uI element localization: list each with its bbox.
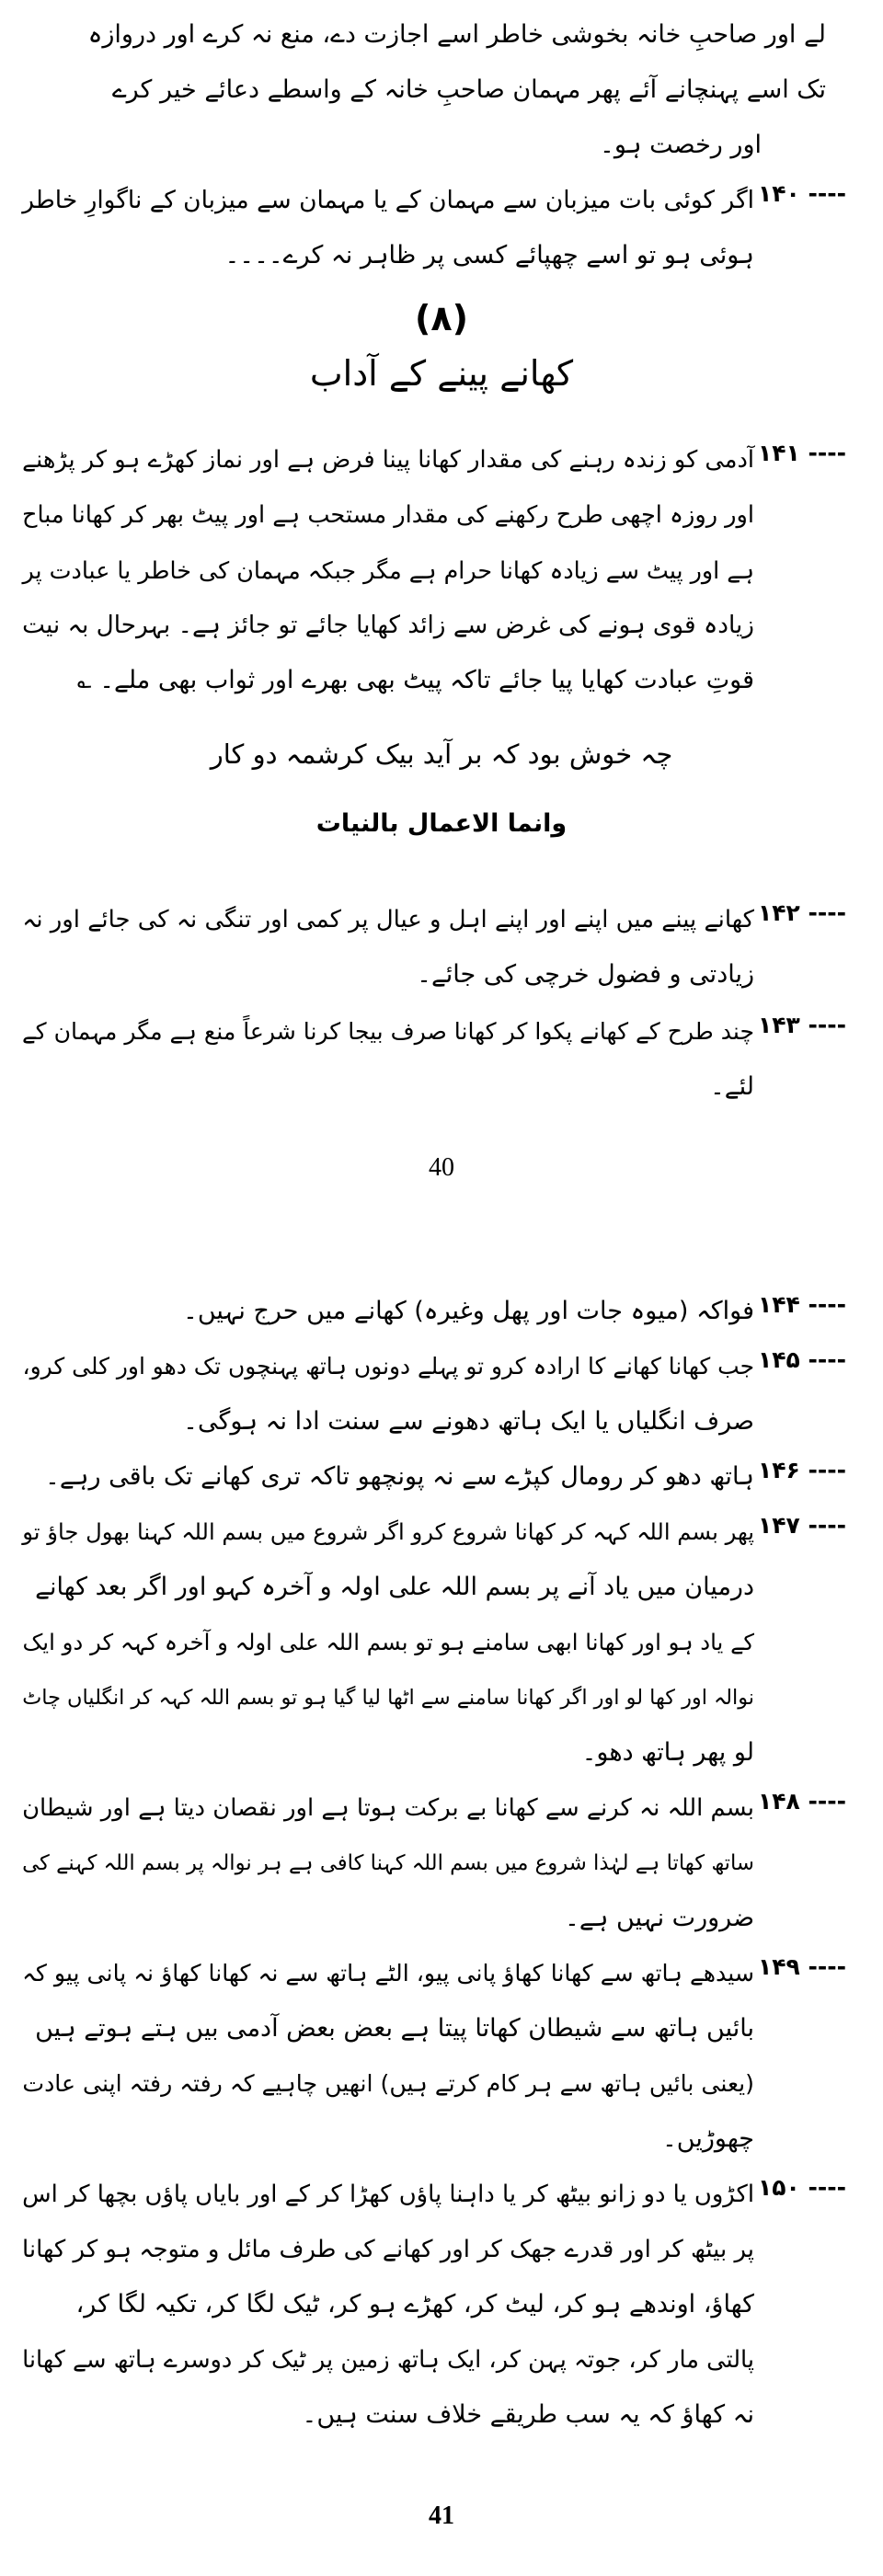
text-line: بسم اللہ نہ کرنے سے کھانا بے برکت ہوتا ہے اور نقصان دیتا ہے اور شیطان bbox=[22, 1794, 754, 1822]
text-line: جب کھانا کھانے کا ارادہ کرو تو پہلے دونوں ہاتھ پہنچوں تک دھو اور کلی کرو، bbox=[22, 1353, 754, 1380]
chapter-title: کھانے پینے کے آداب bbox=[309, 353, 574, 394]
text-line: صرف انگلیاں یا ایک ہاتھ دھونے سے سنت ادا نہ ہوگی۔ bbox=[183, 1407, 754, 1436]
item-number: ۱۴۵ bbox=[758, 1346, 800, 1373]
text-line: کھاؤ، اوندھے ہو کر، لیٹ کر، کھڑے ہو کر، ٹیک لگا کر، تکیہ لگا کر، bbox=[75, 2290, 754, 2318]
text-line: چھوڑیں۔ bbox=[661, 2124, 754, 2153]
persian-verse: چہ خوش بود کہ بر آید بیک کرشمہ دو کار bbox=[210, 738, 673, 770]
text-line: ضرورت نہیں ہے۔ bbox=[565, 1904, 754, 1932]
page-number: 41 bbox=[429, 2502, 454, 2530]
text-line: لئے۔ bbox=[709, 1072, 754, 1101]
item-number: ۱۴۱ bbox=[758, 440, 800, 466]
text-line: پر بیٹھ کر اور قدرے جھک کر اور کھانے کی طرف مائل و متوجہ ہو کر کھانا bbox=[21, 2236, 754, 2263]
text-line: اور روزہ اچھی طرح رکھنے کی مقدار مستحب ہے اور پیٹ بھر کر کھانا مباح bbox=[21, 501, 754, 529]
item-number: ۱۴۳ bbox=[758, 1012, 800, 1038]
page-number: 40 bbox=[429, 1153, 454, 1182]
item-number: ۱۵۰ bbox=[758, 2174, 800, 2201]
text-line: کے یاد ہو اور کھانا ابھی سامنے ہو تو بسم اللہ علی اولہ و آخرہ کہہ کر دو ایک bbox=[22, 1629, 754, 1655]
item-number: ۱۴۹ bbox=[758, 1953, 800, 1980]
text-line: لے اور صاحبِ خانہ بخوشی خاطر اسے اجازت دے، منع نہ کرے اور دروازہ bbox=[87, 20, 826, 49]
item-number: ۱۴۲ bbox=[758, 899, 800, 926]
text-line: زیادتی و فضول خرچی کی جائے۔ bbox=[417, 960, 754, 989]
text-line: بائیں ہاتھ سے شیطان کھاتا پیتا ہے بعض بعض آدمی بیں ہتے ہوتے ہیں bbox=[35, 2014, 754, 2043]
text-line: نہ کھاؤ کہ یہ سب طریقے خلاف سنت ہیں۔ bbox=[302, 2400, 754, 2429]
text-line: (یعنی بائیں ہاتھ سے ہر کام کرتے ہیں) انھیں چاہیے کہ رفتہ رفتہ اپنی عادت bbox=[22, 2070, 754, 2097]
text-line: اور رخصت ہو۔ bbox=[600, 131, 762, 159]
book-page-41: ۱۴۴ ---- فواکہ (میوہ جات اور پھل وغیرہ) کھانے میں حرج نہیں۔ ۱۴۵ ---- جب کھانا کھانے کا ارادہ کرو تو پہلے دونوں ہاتھ پہنچوں تک دھو اور کلی کرو، صرف انگلیاں یا ایک ہاتھ دھونے سے سنت ادا نہ ہوگی۔ ۱۴۶ ---- ہاتھ دھو کر رومال کپڑے سے نہ پونچھو تاکہ تری کھانے تک باقی رہے۔ ۱۴۷ ---- پھر بسم اللہ کہہ کر کھانا شروع کرو اگر شروع میں بسم اللہ کہنا بھول جاؤ تو درمیان میں یاد آنے پر بسم اللہ علی اولہ و آخرہ کہو اور اگر بعد کھانے کے یاد ہو اور کھانا ابھی سامنے ہو تو بسم اللہ علی اولہ و آخرہ کہہ کر دو ایک نوالہ اور کھا لو اور اگر کھانا سامنے سے اٹھا لیا گیا ہو تو بسم اللہ کہہ کر انگلیاں چاٹ لو پھر ہاتھ دھو۔ ۱۴۸ ---- بسم اللہ نہ کرنے سے کھانا بے برکت ہوتا ہے اور نقصان دیتا ہے اور شیطان ساتھ کھاتا ہے لہٰذا شروع میں بسم اللہ کہنا کافی ہے ہر نوالہ پر بسم اللہ کہنے کی ضرورت نہیں ہے۔ ۱۴۹ ---- سیدھے ہاتھ سے کھانا کھاؤ پانی پیو، الٹے ہاتھ سے نہ کھانا کھاؤ نہ پانی پیو کہ بائیں ہاتھ سے شیطان کھاتا پیتا ہے بعض بعض آدمی بیں ہتے ہوتے ہیں (یعنی بائیں ہاتھ سے ہر کام کرتے ہیں) انھیں چاہیے کہ رفتہ رفتہ اپنی عادت چھوڑیں۔ ۱۵۰ ---- اکڑوں یا دو زانو بیٹھ کر یا داہنا پاؤں کھڑا کر کے اور بایاں پاؤں بچھا کر اس پر بیٹھ کر اور قدرے جھک کر اور کھانے کی طرف مائل و متوجہ ہو کر کھانا کھاؤ، اوندھے ہو کر، لیٹ کر، کھڑے ہو کر، ٹیک لگا کر، تکیہ لگا کر، پالتی مار کر، جوتہ پہن کر، ایک ہاتھ زمین پر ٹیک کر دوسرے ہاتھ سے کھانا نہ کھاؤ کہ یہ سب طریقے خلاف سنت ہیں۔ 41 bbox=[0, 1251, 883, 2576]
chapter-number: (۸) bbox=[415, 298, 468, 338]
item-number: ۱۴۷ bbox=[758, 1512, 800, 1539]
item-number: ۱۴۰ bbox=[758, 180, 800, 207]
text-line: پھر بسم اللہ کہہ کر کھانا شروع کرو اگر شروع میں بسم اللہ کہنا بھول جاؤ تو bbox=[22, 1518, 754, 1545]
text-line: قوتِ عبادت کھایا پیا جائے تاکہ پیٹ بھی بھرے اور ثواب بھی ملے۔ ؎ bbox=[76, 666, 754, 694]
item-number: ۱۴۴ bbox=[758, 1291, 800, 1318]
text-line: سیدھے ہاتھ سے کھانا کھاؤ پانی پیو، الٹے ہاتھ سے نہ کھانا کھاؤ نہ پانی پیو کہ bbox=[22, 1960, 754, 1986]
text-line: تک اسے پہنچانے آئے پھر مہمان صاحبِ خانہ کے واسطے دعائے خیر کرے bbox=[111, 75, 826, 104]
text-line: ساتھ کھاتا ہے لہٰذا شروع میں بسم اللہ کہنا کافی ہے ہر نوالہ پر بسم اللہ کہنے کی bbox=[22, 1851, 754, 1875]
arabic-quote: وانما الاعمال بالنیات bbox=[315, 809, 568, 838]
text-line: نوالہ اور کھا لو اور اگر کھانا سامنے سے اٹھا لیا گیا ہو تو بسم اللہ کہہ کر انگلیاں چاٹ bbox=[22, 1686, 754, 1710]
text-line: ہے اور پیٹ سے زیادہ کھانا حرام ہے مگر جبکہ مہمان کی خاطر یا عبادت پر bbox=[22, 556, 754, 584]
text-line: ہوئی ہو تو اسے چھپائے کسی پر ظاہر نہ کرے۔۔۔۔ bbox=[224, 241, 754, 269]
text-line: اکڑوں یا دو زانو بیٹھ کر یا داہنا پاؤں کھڑا کر کے اور بایاں پاؤں بچھا کر اس bbox=[22, 2181, 754, 2208]
text-line: زیادہ قوی ہونے کی غرض سے زائد کھایا جائے تو جائز ہے۔ بہرحال بہ نیت bbox=[22, 612, 754, 639]
item-number: ۱۴۶ bbox=[758, 1457, 800, 1483]
paragraph-continuation bbox=[88, 7, 826, 173]
text-line: پالتی مار کر، جوتہ پہن کر، ایک ہاتھ زمین پر ٹیک کر دوسرے ہاتھ سے کھانا bbox=[22, 2346, 754, 2374]
text-line: فواکہ (میوہ جات اور پھل وغیرہ) کھانے میں حرج نہیں۔ bbox=[183, 1297, 754, 1325]
item-number: ۱۴۸ bbox=[758, 1788, 800, 1815]
text-line: ہاتھ دھو کر رومال کپڑے سے نہ پونچھو تاکہ تری کھانے تک باقی رہے۔ bbox=[45, 1462, 754, 1491]
text-line: درمیان میں یاد آنے پر بسم اللہ علی اولہ و آخرہ کہو اور اگر بعد کھانے bbox=[35, 1573, 754, 1601]
text-line: اگر کوئی بات میزبان سے مہمان کے یا مہمان سے میزبان کے ناگوارِ خاطر bbox=[22, 186, 754, 214]
book-page-40: لے اور صاحبِ خانہ بخوشی خاطر اسے اجازت دے، منع نہ کرے اور دروازہ تک اسے پہنچانے آئے پھر مہمان صاحبِ خانہ کے واسطے دعائے خیر کرے اور رخصت ہو۔ ۱۴۰ ---- اگر کوئی بات میزبان سے مہمان کے یا مہمان سے میزبان کے ناگوارِ خاطر ہوئی ہو تو اسے چھپائے کسی پر ظاہر نہ کرے۔۔۔۔ (۸) کھانے پینے کے آداب ۱۴۱ ---- آدمی کو زندہ رہنے کی مقدار کھانا پینا فرض ہے اور نماز کھڑے ہو کر پڑھنے اور روزہ اچھی طرح رکھنے کی مقدار مستحب ہے اور پیٹ بھر کر کھانا مباح ہے اور پیٹ سے زیادہ کھانا حرام ہے مگر جبکہ مہمان کی خاطر یا عبادت پر زیادہ قوی ہونے کی غرض سے زائد کھایا جائے تو جائز ہے۔ بہرحال بہ نیت قوتِ عبادت کھایا پیا جائے تاکہ پیٹ بھی بھرے اور ثواب بھی ملے۔ ؎ چہ خوش بود کہ بر آید بیک کرشمہ دو کار وانما الاعمال بالنیات ۱۴۲ ---- کھانے پینے میں اپنے اور اپنے اہل و عیال پر کمی اور تنگی نہ کی جائے اور نہ زیادتی و فضول خرچی کی جائے۔ ۱۴۳ ---- چند طرح کے کھانے پکوا کر کھانا صرف بیجا کرنا شرعاً منع ہے مگر مہمان کے لئے۔ 40 bbox=[0, 0, 883, 1251]
text-line: چند طرح کے کھانے پکوا کر کھانا صرف بیجا کرنا شرعاً منع ہے مگر مہمان کے bbox=[21, 1018, 754, 1045]
text-line: کھانے پینے میں اپنے اور اپنے اہل و عیال پر کمی اور تنگی نہ کی جائے اور نہ bbox=[22, 906, 754, 933]
text-line: آدمی کو زندہ رہنے کی مقدار کھانا پینا فرض ہے اور نماز کھڑے ہو کر پڑھنے bbox=[22, 446, 754, 474]
text-line: لو پھر ہاتھ دھو۔ bbox=[581, 1738, 754, 1767]
